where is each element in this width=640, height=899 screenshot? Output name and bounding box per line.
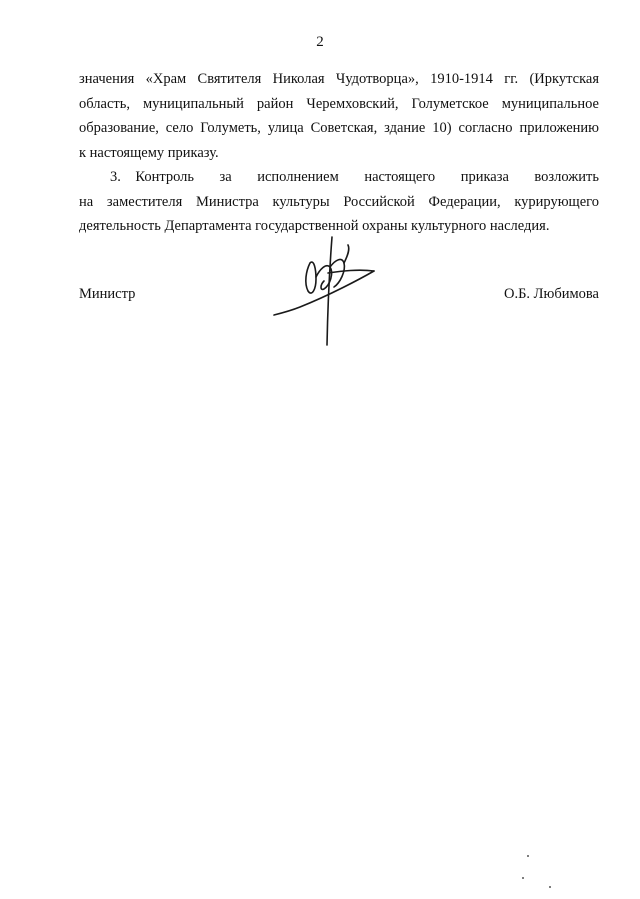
scan-speck xyxy=(522,877,524,879)
paragraph-2 xyxy=(79,165,599,239)
document-body xyxy=(79,67,599,239)
signatory-name: О.Б. Любимова xyxy=(504,286,599,302)
signatory-title: Министр xyxy=(79,286,136,302)
scan-speck xyxy=(527,855,529,857)
scan-speck xyxy=(549,886,551,888)
paragraph-1-line: к настоящему приказу. xyxy=(79,144,219,161)
paragraph-1 xyxy=(79,67,599,165)
paragraph-1-line: область, муниципальный район Черемховский, Голуметское муниципальное xyxy=(79,95,599,112)
paragraph-1-line: значения «Храм Святителя Николая Чудотворца», 1910-1914 гг. (Иркутская xyxy=(79,71,599,87)
paragraph-2-line: на заместителя Министра культуры Российской Федерации, курирующего xyxy=(79,193,599,210)
paragraph-2-line: 3. Контроль за исполнением настоящего приказа возложить xyxy=(110,169,599,185)
paragraph-2-line: деятельность Департамента государственной охраны культурного наследия. xyxy=(79,218,550,234)
handwritten-signature xyxy=(270,233,380,348)
page-number: 2 xyxy=(316,34,324,50)
paragraph-1-line: образование, село Голуметь, улица Советская, здание 10) согласно приложению xyxy=(79,120,599,136)
